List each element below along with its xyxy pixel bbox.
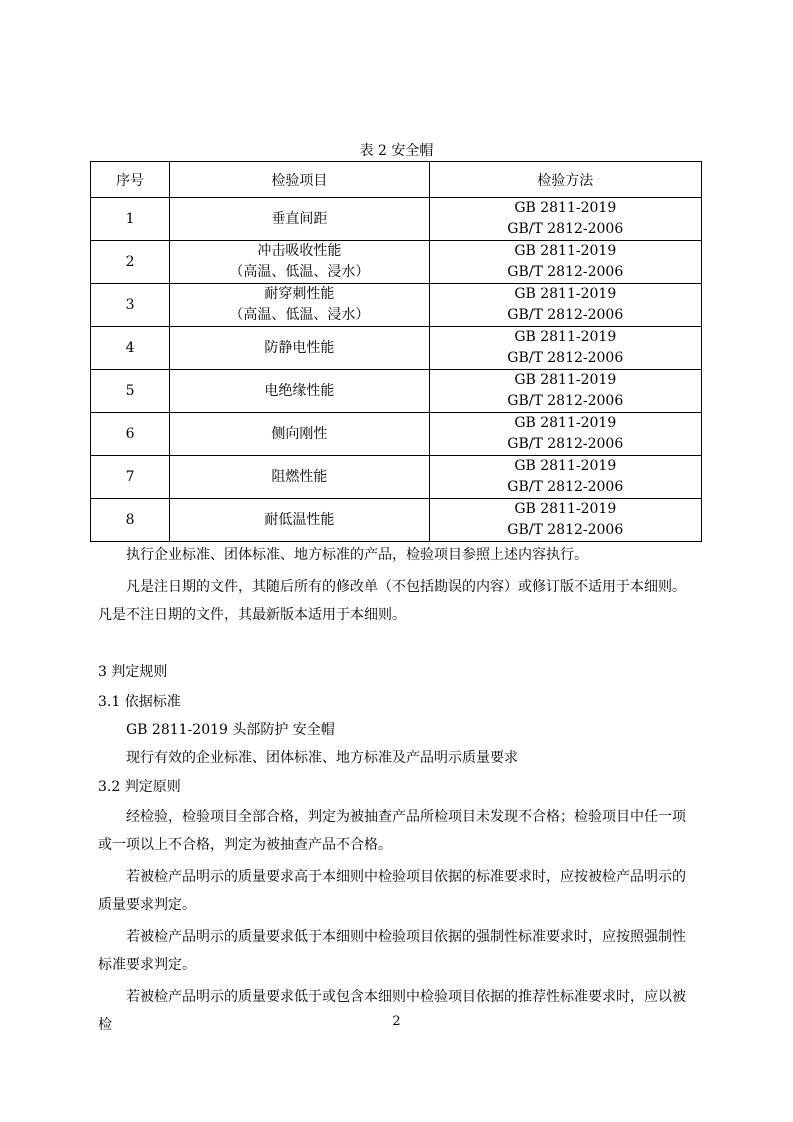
method-line: GB 2811-2019 (514, 458, 617, 474)
cell-item (170, 456, 429, 499)
paragraph-dated-references: 凡是注日期的文件，其随后所有的修改单（不包括勘误的内容）或修订版不适用于本细则。凡是不注日期的文件，其最新版本适用于本细则。 (98, 579, 686, 623)
cell-item (170, 413, 429, 456)
method-line: GB/T 2812-2006 (507, 522, 624, 538)
cell-item (170, 327, 429, 370)
method-line: GB/T 2812-2006 (507, 393, 624, 409)
principle-paragraph-1: 经检验，检验项目全部合格，判定为被抽查产品所检项目未发现不合格；检验项目中任一项或一项以上不合格，判定为被抽查产品不合格。 (98, 809, 686, 853)
cell-method (429, 284, 701, 327)
cell-no: 4 (91, 327, 170, 370)
standard-additional: 现行有效的企业标准、团体标准、地方标准及产品明示质量要求 (126, 750, 518, 766)
item-line: 电绝缘性能 (264, 382, 335, 399)
table-row (91, 499, 702, 542)
principle-paragraph-2: 若被检产品明示的质量要求高于本细则中检验项目依据的标准要求时，应按被检产品明示的质量要求判定。 (98, 869, 686, 913)
method-line: GB 2811-2019 (514, 286, 617, 302)
cell-no: 5 (91, 370, 170, 413)
paragraph-execution-note: 执行企业标准、团体标准、地方标准的产品，检验项目参照上述内容执行。 (126, 547, 588, 563)
cell-item (170, 370, 429, 413)
cell-no: 3 (91, 284, 170, 327)
cell-no: 1 (91, 198, 170, 241)
cell-method (429, 370, 701, 413)
cell-item (170, 499, 429, 542)
table-row (91, 241, 702, 284)
cell-item (170, 284, 429, 327)
method-line: GB 2811-2019 (514, 501, 617, 517)
cell-item (170, 241, 429, 284)
cell-no: 8 (91, 499, 170, 542)
method-line: GB 2811-2019 (514, 372, 617, 388)
table-header-row (91, 162, 702, 198)
item-line: （高温、低温、浸水） (229, 264, 370, 280)
method-line: GB 2811-2019 (514, 415, 617, 431)
header-no: 序号 (91, 162, 170, 198)
table-row (91, 284, 702, 327)
item-line: 耐穿刺性能 (264, 286, 335, 302)
cell-item (170, 198, 429, 241)
item-line: 垂直间距 (271, 210, 328, 227)
method-line: GB/T 2812-2006 (507, 264, 624, 280)
item-line: 冲击吸收性能 (257, 243, 342, 259)
method-line: GB/T 2812-2006 (507, 436, 624, 452)
section-3-1-title: 3.1 依据标准 (98, 694, 181, 710)
method-line: GB/T 2812-2006 (507, 479, 624, 495)
cell-method (429, 327, 701, 370)
cell-no: 7 (91, 456, 170, 499)
item-line: 阻燃性能 (271, 468, 328, 485)
cell-no: 2 (91, 241, 170, 284)
cell-method (429, 456, 701, 499)
principle-paragraph-4: 若被检产品明示的质量要求低于或包含本细则中检验项目依据的推荐性标准要求时，应以被检 (98, 989, 686, 1033)
table-caption: 表 2 安全帽 (359, 143, 434, 159)
cell-method (429, 413, 701, 456)
header-method: 检验方法 (429, 162, 701, 198)
item-line: （高温、低温、浸水） (229, 307, 370, 323)
item-line: 侧向刚性 (271, 425, 328, 442)
table-row (91, 413, 702, 456)
method-line: GB 2811-2019 (514, 329, 617, 345)
page-number: 2 (392, 1014, 401, 1029)
cell-method (429, 198, 701, 241)
method-line: GB/T 2812-2006 (507, 307, 624, 323)
method-line: GB 2811-2019 (514, 200, 617, 216)
section-3-title: 3 判定规则 (98, 664, 168, 680)
table-row (91, 370, 702, 413)
header-item: 检验项目 (170, 162, 429, 198)
item-line: 防静电性能 (264, 339, 335, 356)
cell-no: 6 (91, 413, 170, 456)
method-line: GB/T 2812-2006 (507, 221, 624, 237)
table-row (91, 198, 702, 241)
method-line: GB/T 2812-2006 (507, 350, 624, 366)
principle-paragraph-3: 若被检产品明示的质量要求低于本细则中检验项目依据的强制性标准要求时，应按照强制性标准要求判定。 (98, 929, 686, 973)
item-line: 耐低温性能 (264, 511, 335, 528)
inspection-table (90, 161, 702, 542)
cell-method (429, 241, 701, 284)
method-line: GB 2811-2019 (514, 243, 617, 259)
section-3-2-title: 3.2 判定原则 (98, 779, 181, 795)
standard-reference: GB 2811-2019 头部防护 安全帽 (126, 722, 335, 738)
table-row (91, 456, 702, 499)
cell-method (429, 499, 701, 542)
table-row (91, 327, 702, 370)
